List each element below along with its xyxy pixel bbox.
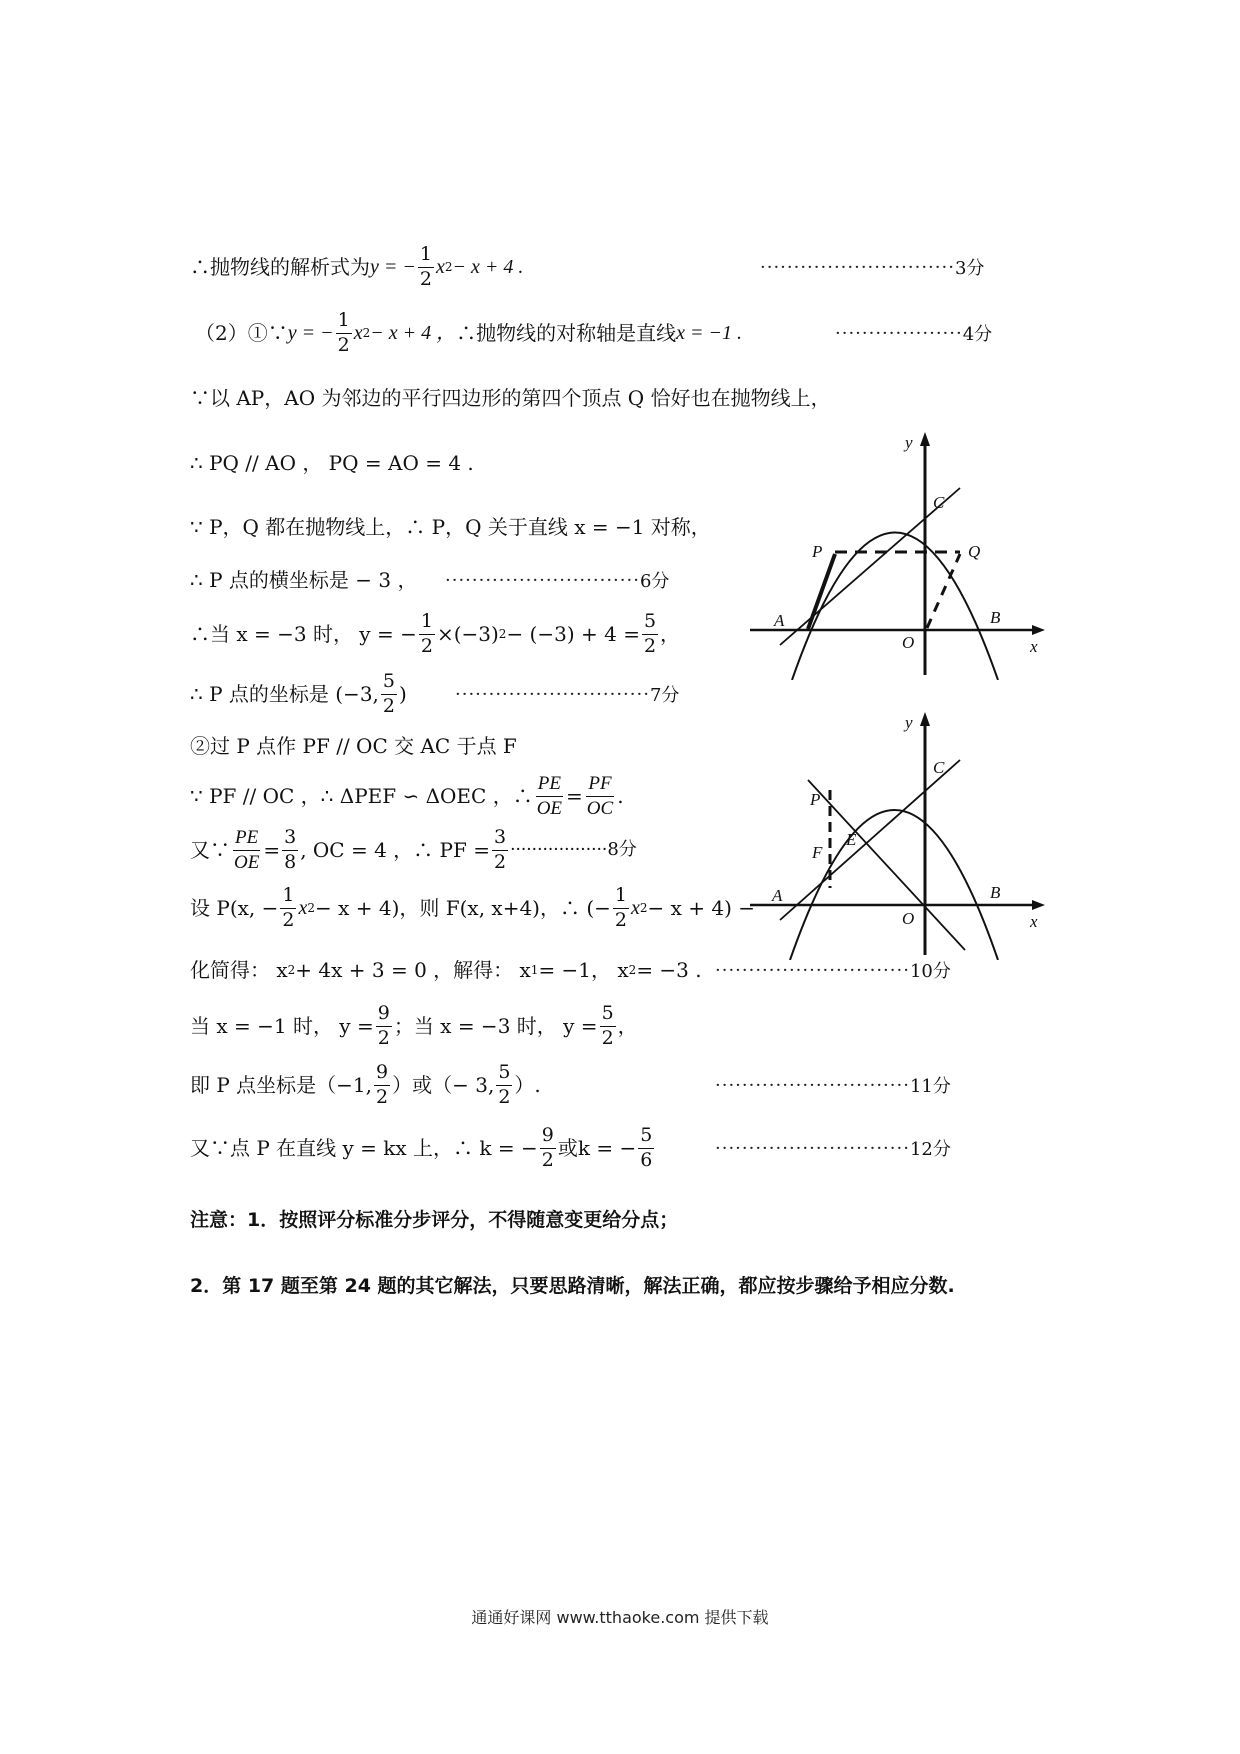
text: ∴抛物线的解析式为 [190,255,370,279]
label-a: A [772,886,783,905]
text: ， [660,622,681,646]
score-marker-7 [455,664,679,724]
fraction-denominator: OE [234,851,260,873]
text: ∴ P 点的横坐标是 − 3 ， [190,568,418,592]
label-b: B [990,608,1001,627]
fraction-denominator: 2 [382,694,395,717]
fraction-numerator: 1 [336,311,352,334]
fraction [232,828,261,873]
fraction-numerator: 5 [642,612,658,635]
solution-line-7 [190,604,680,664]
text: ∴ PQ // AO ， PQ = AO = 4 . [190,451,474,475]
fraction-numerator: 5 [496,1063,512,1086]
fraction-numerator: 5 [638,1126,654,1149]
text: ∴ P 点的坐标是 (−3, [190,682,379,706]
solution-line-4 [190,433,474,493]
fraction-denominator: 2 [419,267,432,290]
page-footer: 通通好课网 www.tthaoke.com 提供下载 [471,1608,769,1627]
text: ∵ P，Q 都在抛物线上，∴ P，Q 关于直线 x = −1 对称， [190,515,711,539]
fraction-denominator: 2 [376,1085,389,1108]
text: 又∵ [190,838,230,862]
leader-dots: ····························· [455,683,650,705]
fraction-numerator: 9 [374,1063,390,1086]
superscript: 2 [639,901,648,915]
text: （2）①∵ [195,321,288,345]
score-marker-3 [760,237,984,297]
solution-line-15 [190,1055,541,1115]
solution-line-11 [190,820,637,880]
text: 即 P 点坐标是（−1, [190,1073,373,1097]
score-label: 4分 [962,324,993,345]
math: x [435,256,445,278]
score-label: 6分 [639,571,670,592]
math: = [263,838,281,862]
text: ）. [514,1073,541,1097]
leader-dots: ····························· [445,569,640,591]
fraction-denominator: 2 [498,1085,511,1108]
fraction [381,669,397,717]
label-f: F [812,843,823,862]
note-1 [190,1190,678,1250]
solution-line-13 [190,940,702,1000]
text: 化简得： x [190,958,288,982]
math: x [298,897,308,919]
solution-line-12 [190,878,755,938]
leader-dots: ····························· [760,256,955,278]
label-x: x [1030,912,1038,931]
leader-dots: ····························· [715,1074,910,1096]
label-x: x [1030,637,1038,656]
label-o: O [902,633,915,652]
label-c: C [933,758,945,777]
fraction [492,825,508,873]
score-label: 12分 [909,1139,951,1160]
fraction-numerator: PE [233,828,260,851]
x-axis-arrow [1032,625,1045,635]
solution-line-16 [190,1118,656,1178]
fraction-numerator: PF [586,774,613,797]
text: 设 P(x, − [190,896,279,920]
fraction-numerator: 9 [376,1004,392,1027]
superscript: 2 [362,326,371,340]
fraction-numerator: 1 [419,612,435,635]
label-y: y [905,713,913,732]
fraction [376,1001,392,1049]
fraction-denominator: 2 [643,634,657,657]
label-c: C [933,493,945,512]
label-e: E [846,830,857,849]
fraction-denominator: 6 [640,1148,653,1171]
fraction-numerator: 5 [600,1004,616,1027]
text: − x + 4) − [647,896,756,920]
solution-line-5 [190,497,711,557]
math: − x + 4 ， [370,322,457,344]
text: ) [399,682,407,706]
fraction-denominator: OC [586,797,614,819]
fraction-numerator: 9 [540,1126,556,1149]
label-p: P [810,790,821,809]
parabola-figure-1 [750,430,1050,680]
fraction-numerator: 1 [280,886,296,909]
text: ， [617,1014,638,1038]
math: x = −1 . [676,322,742,344]
text: 2．第 17 题至第 24 题的其它解法，只要思路清晰，解法正确，都应按步骤给予相应分数. [190,1274,955,1297]
fraction-denominator: 8 [284,850,297,873]
text: 或k = − [557,1136,637,1160]
fraction [374,1060,390,1108]
text: = −1， x [538,958,629,982]
superscript: 2 [498,627,507,641]
text: 当 x = −1 时， y = [190,1014,374,1038]
fraction-denominator: 2 [601,1026,614,1049]
fraction-numerator: PE [536,774,563,797]
fraction-denominator: 2 [541,1148,554,1171]
math: y = − [370,256,416,278]
text: ∵以 AP，AO 为邻边的平行四边形的第四个顶点 Q 恰好也在抛物线上， [190,386,831,410]
text: ∵ PF // OC ，∴ ΔPEF ∽ ΔOEC ，∴ [190,784,533,808]
fraction-denominator: 2 [377,1026,390,1049]
math: ×(−3) [436,622,499,646]
leader-dots: ····························· [715,1137,910,1159]
score-marker-11 [715,1055,951,1115]
score-label: 11分 [909,1076,951,1097]
score-marker-4 [835,303,992,363]
subscript: 1 [530,963,539,977]
fraction [418,242,434,290]
fraction-numerator: 3 [282,828,298,851]
fraction [280,883,296,931]
fraction-denominator: OE [536,797,563,819]
text: 又∵点 P 在直线 y = kx 上，∴ k = − [190,1136,538,1160]
score-label: 8分 [607,839,637,860]
score-marker-12 [715,1118,951,1178]
text: = −3 . [636,958,702,982]
text: ）或（− 3, [392,1073,495,1097]
fraction [282,825,298,873]
leader-dots: ·················· [510,839,608,860]
math: y = − [287,322,334,344]
score-label: 7分 [649,685,680,706]
math: = [566,784,583,808]
subscript: 2 [628,963,637,977]
y-axis-arrow [920,712,930,726]
text: ；当 x = −3 时， y = [393,1014,598,1038]
text: + 4x + 3 = 0 ，解得： x [295,958,531,982]
label-a: A [774,611,785,630]
label-o: O [902,909,915,928]
math: x [631,897,640,919]
fraction-denominator: 2 [337,333,350,356]
fraction-numerator: 5 [381,672,397,695]
fraction-numerator: 1 [418,245,434,268]
math: x [353,322,363,344]
fraction [642,609,658,657]
label-b: B [990,883,1001,902]
fraction [540,1123,556,1171]
math: − x + 4 . [452,256,524,278]
superscript: 2 [444,260,453,274]
fraction-denominator: 2 [493,850,507,873]
fraction [600,1001,616,1049]
fraction [613,883,629,931]
score-label: 10分 [909,961,951,982]
solution-line-14 [190,996,638,1056]
fraction [336,308,352,356]
fraction-numerator: 1 [613,886,629,909]
line-ac [780,760,960,920]
text: ∴抛物线的对称轴是直线 [456,321,677,345]
solution-line-6 [190,550,417,610]
label-p: P [812,542,823,561]
leader-dots: ··················· [835,322,963,344]
x-axis-arrow [1032,900,1045,910]
text: . [617,784,624,808]
fraction-denominator: 2 [420,634,433,657]
superscript: 2 [307,901,315,915]
fraction [496,1060,512,1108]
text: ②过 P 点作 PF // OC 交 AC 于点 F [190,734,517,758]
superscript: 2 [287,963,296,977]
fraction-denominator: 2 [614,908,628,931]
label-q: Q [968,542,981,561]
solution-line-1 [190,237,523,297]
fraction [419,609,435,657]
solution-line-2 [195,303,742,363]
solution-line-8 [190,664,407,724]
text: 注意：1．按照评分标准分步评分，不得随意变更给分点； [190,1208,679,1231]
solution-line-10 [190,766,624,826]
fraction-denominator: 2 [282,908,295,931]
fraction-numerator: 3 [492,828,508,851]
parabola-figure-2 [750,710,1050,960]
score-marker-6 [445,550,669,610]
fraction [638,1123,654,1171]
fraction [585,774,615,819]
math: − (−3) + 4 = [506,622,640,646]
leader-dots: ····························· [715,959,910,981]
label-y: y [905,433,913,452]
score-label: 3分 [954,258,985,279]
parabola-curve [790,810,998,960]
text: − x + 4)，则 F(x, x+4)，∴ (− [315,896,611,920]
text: ∴当 x = −3 时， y = − [190,622,417,646]
y-axis-arrow [920,432,930,446]
note-2 [190,1256,955,1316]
fraction [535,774,564,819]
solution-line-3 [190,368,831,428]
text: , OC = 4 ，∴ PF = [300,838,490,862]
